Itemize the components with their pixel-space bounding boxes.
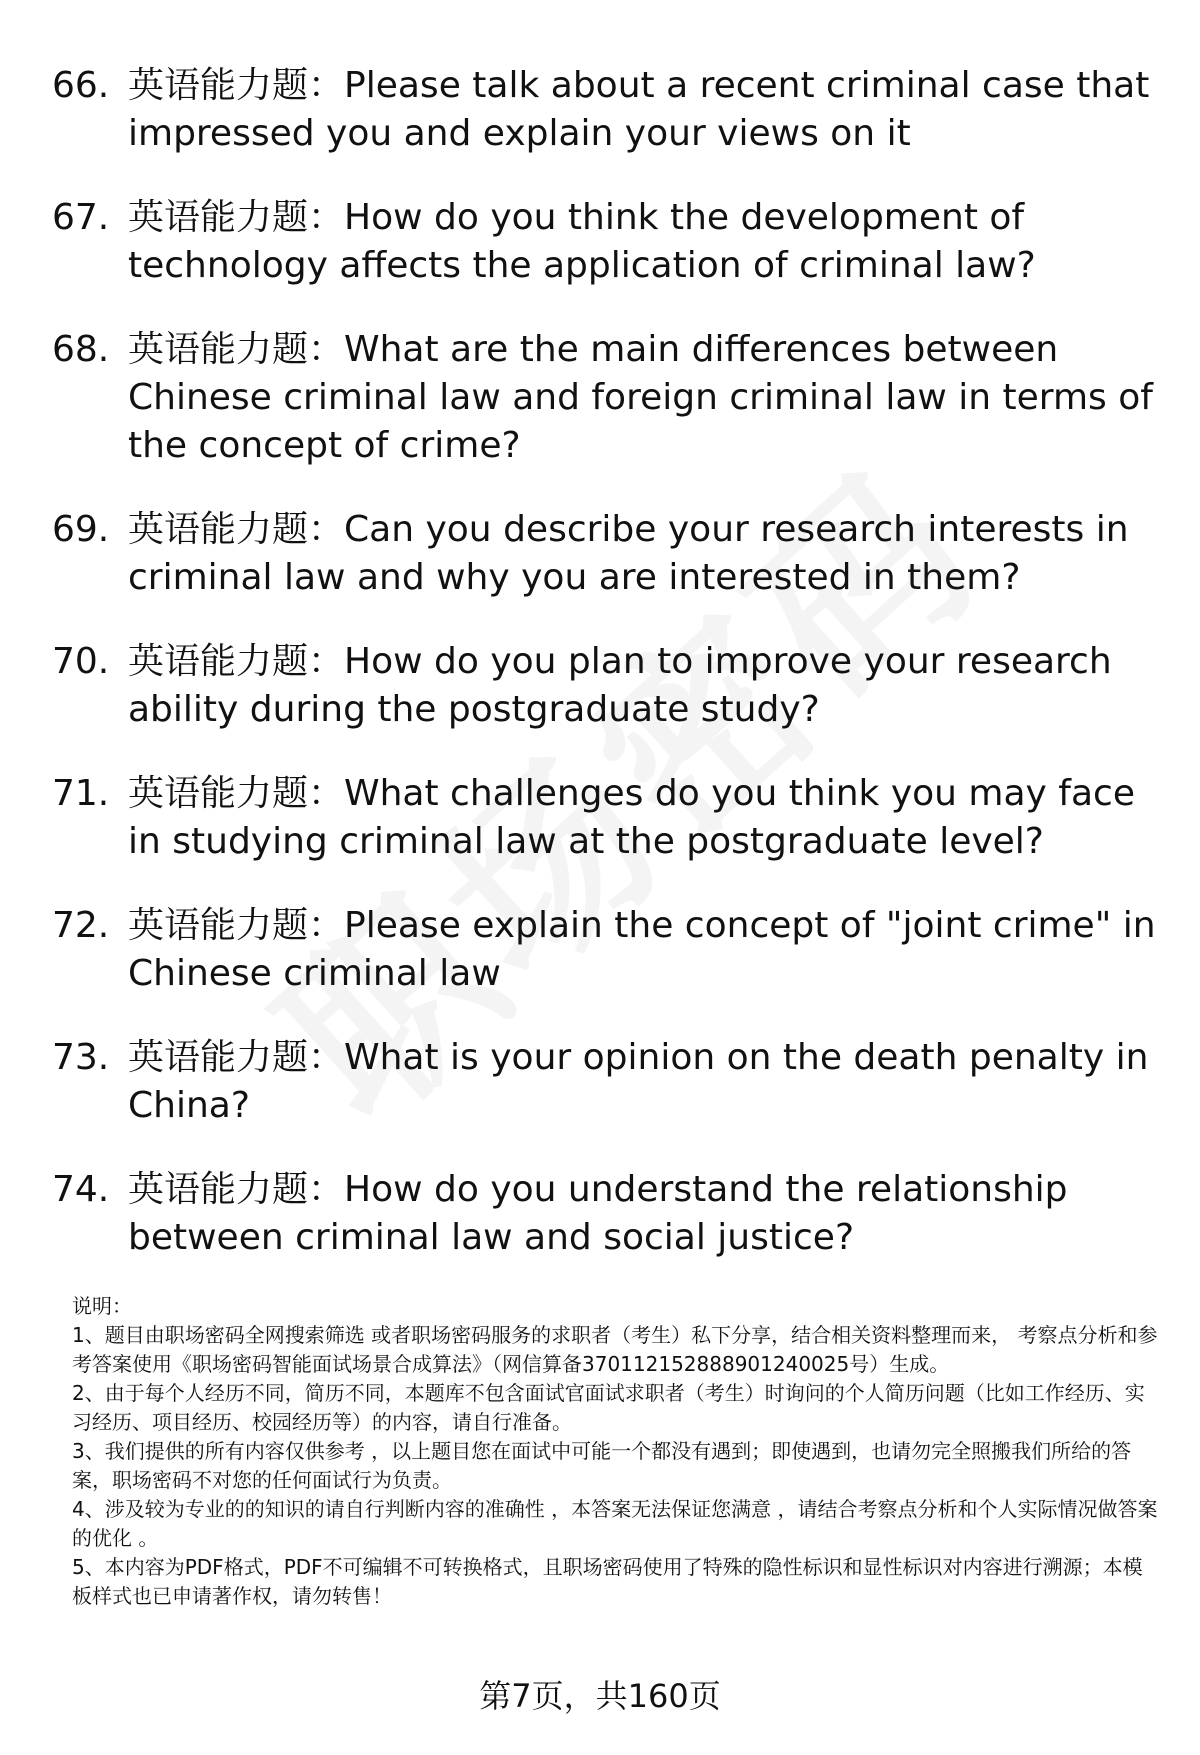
note-item: 5、本内容为PDF格式，PDF不可编辑不可转换格式，且职场密码使用了特殊的隐性标识和显性标识对内容进行溯源；本模板样式也已申请著作权，请勿转售！ [72,1555,1143,1608]
question-text: How do you understand the relationship between criminal law and social justice? [128,1169,1068,1258]
question-prefix: 英语能力题： [128,641,345,682]
question-prefix: 英语能力题： [128,1037,345,1078]
notes-section [72,1292,1162,1611]
question-item [52,770,1162,866]
question-body [128,506,1162,602]
question-body [128,326,1162,470]
question-body [128,62,1162,158]
question-number: 72. [52,905,110,946]
note-item: 2、由于每个人经历不同，简历不同，本题库不包含面试官面试求职者（考生）时询问的个人简历问题（比如工作经历、实习经历、项目经历、校园经历等）的内容，请自行准备。 [72,1381,1145,1434]
question-item [52,62,1162,158]
page-number-footer: 第7页，共160页 [479,1677,721,1715]
question-number: 67. [52,197,110,238]
question-body [128,902,1162,998]
question-prefix: 英语能力题： [128,329,345,370]
question-text: Please explain the concept of "joint crime" in Chinese criminal law [128,905,1156,994]
question-item [52,506,1162,602]
question-prefix: 英语能力题： [128,65,345,106]
question-text: What challenges do you think you may face in studying criminal law at the postgraduate level? [128,773,1135,862]
question-item [52,902,1162,998]
question-text: Can you describe your research interests in criminal law and why you are interested in them? [128,509,1129,598]
question-prefix: 英语能力题： [128,197,345,238]
question-text: How do you think the development of technology affects the application of criminal law? [128,197,1036,286]
note-item: 3、我们提供的所有内容仅供参考 ，以上题目您在面试中可能一个都没有遇到；即使遇到，也请勿完全照搬我们所给的答案，职场密码不对您的任何面试行为负责。 [72,1439,1132,1492]
question-prefix: 英语能力题： [128,509,345,550]
question-number: 68. [52,329,110,370]
question-number: 70. [52,641,110,682]
question-body [128,638,1162,734]
question-prefix: 英语能力题： [128,773,345,814]
question-body [128,1034,1162,1130]
note-item: 4、涉及较为专业的的知识的请自行判断内容的准确性 ，本答案无法保证您满意 ，请结合考察点分析和个人实际情况做答案的优化 。 [72,1497,1158,1550]
question-prefix: 英语能力题： [128,1169,345,1210]
question-body [128,1166,1162,1262]
question-text: Please talk about a recent criminal case that impressed you and explain your views on it [128,65,1150,154]
question-number: 74. [52,1169,110,1210]
question-number: 66. [52,65,110,106]
question-number: 69. [52,509,110,550]
question-item [52,1166,1162,1262]
question-item [52,638,1162,734]
question-text: What is your opinion on the death penalty in China? [128,1037,1149,1126]
question-body [128,770,1162,866]
question-number: 71. [52,773,110,814]
question-number: 73. [52,1037,110,1078]
question-body [128,194,1162,290]
question-prefix: 英语能力题： [128,905,345,946]
question-text: What are the main differences between Chinese criminal law and foreign criminal law in terms of the concept of crime? [128,329,1153,466]
note-item: 1、题目由职场密码全网搜索筛选 或者职场密码服务的求职者（考生）私下分享，结合相关资料整理而来， 考察点分析和参考答案使用《职场密码智能面试场景合成算法》（网信算备370112152888901240025号）生成。 [72,1323,1158,1376]
question-text: How do you plan to improve your research ability during the postgraduate study? [128,641,1112,730]
notes-heading: 说明： [72,1294,132,1318]
question-item [52,1034,1162,1130]
question-item [52,194,1162,290]
question-item [52,326,1162,470]
question-list [52,62,1162,1298]
